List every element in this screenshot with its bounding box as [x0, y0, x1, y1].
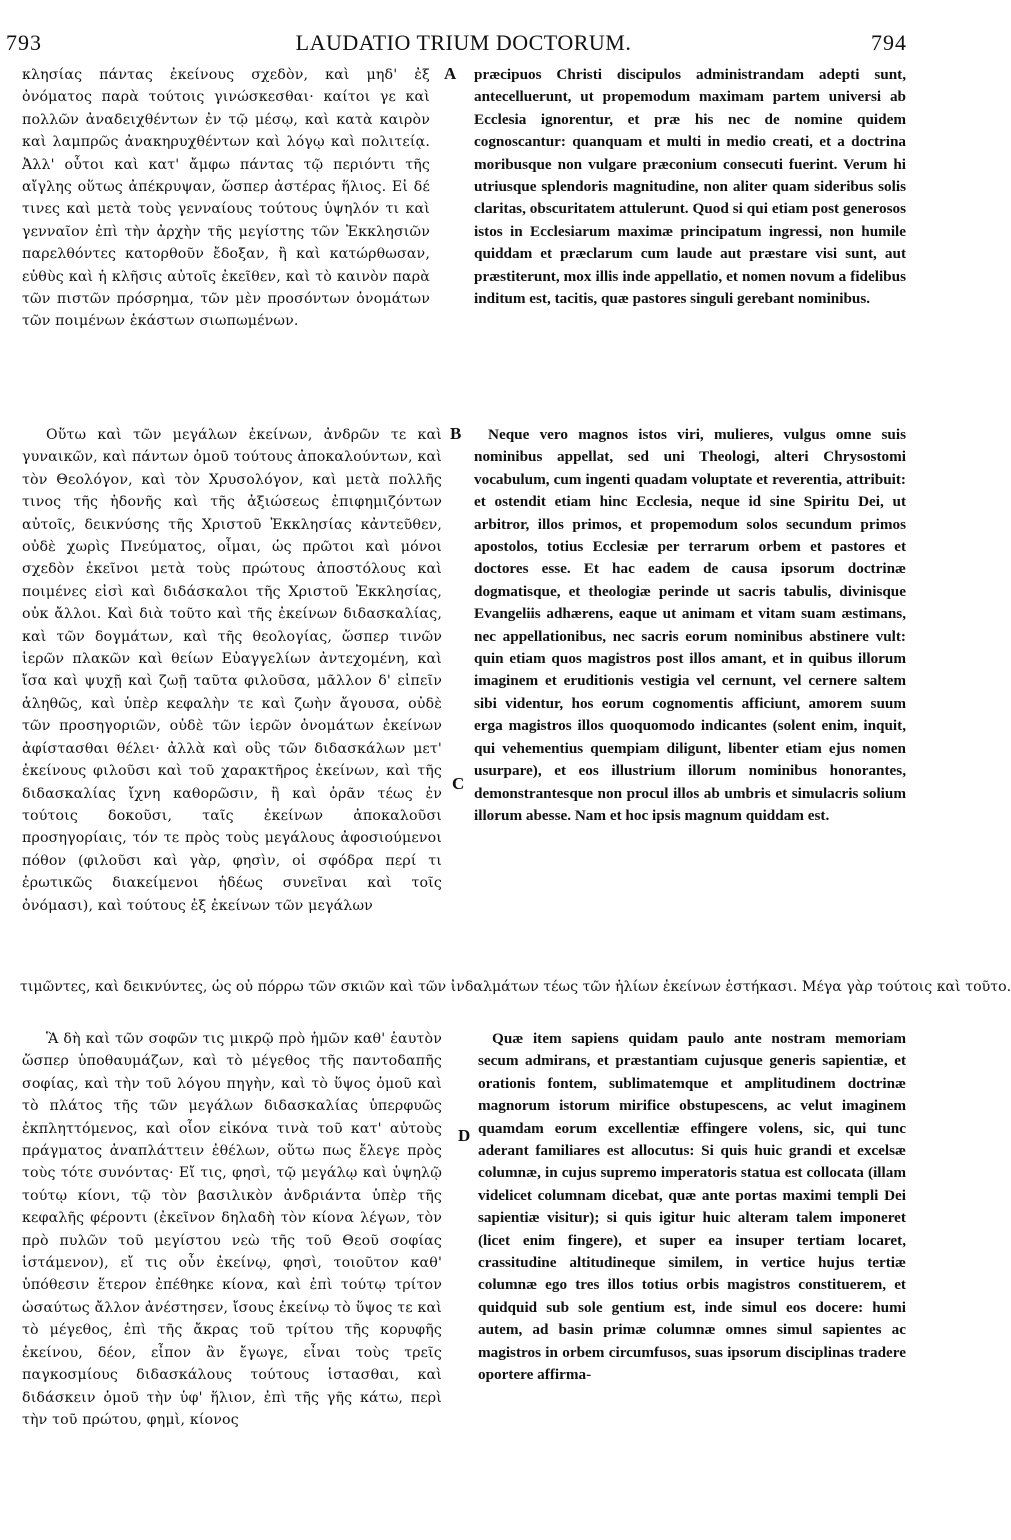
page-number-left: 793 [6, 30, 42, 55]
greek-bridge-line: τιμῶντες, καὶ δεικνύντες, ὡς οὐ πόρρω τῶν σκιῶν καὶ τῶν ἰνδαλμάτων τέως τῶν ἡλίων ἐκείνων ἑστήκασι. Μέγα γὰρ τούτοις καὶ τοῦτο. [20, 979, 1011, 995]
page-header [0, 30, 927, 60]
greek-paragraph-1: κλησίας πάντας ἐκείνους σχεδὸν, καὶ μηδ' ἐξ ὀνόματος παρὰ τούτοις γινώσκεσθαι· καίτοι γε καὶ πολλῶν ἀναδειχθέντων ἐν τῷ μέσῳ, καὶ κατὰ καιρὸν καὶ λαμπρῶς ἀνακηρυχθέντων καὶ λόγῳ καὶ πολιτείᾳ. Ἀλλ' οὗτοι καὶ κατ' ἄμφω πάντας τῷ περιόντι τῆς αἴγλης οὕτως ἀπέκρυψαν, ὥσπερ ἀστέρας ἥλιος. Εἰ δέ τινες καὶ μετὰ τοὺς γενναίους τούτους ὑψηλόν τι καὶ γενναῖον ἐπὶ τὴν ἀρχὴν τῆς μεγίστης τῶν Ἐκκλησιῶν παρελθόντες κατορθοῦν ἔδοξαν, ἢ καὶ κατώρθωσαν, εὐθὺς καὶ ἡ κλῆσις αὐτοῖς ἐκεῖθεν, καὶ τὸ καινὸν παρὰ τῶν πιστῶν πρόσρημα, τῶν μὲν προσόντων ὀνομάτων τῶν ποιμένων ἑκάστων σιωπωμένων. [22, 67, 430, 330]
greek-column-section-a [22, 64, 430, 376]
greek-paragraph-2: Οὕτω καὶ τῶν μεγάλων ἐκείνων, ἀνδρῶν τε καὶ γυναικῶν, καὶ πάντων ὁμοῦ τούτους ἀποκαλούντων, καὶ τὸν Θεολόγον, καὶ τὸν Χρυσολόγον, καὶ μετὰ πολλῆς τινος τῆς ἡδονῆς καὶ τῆς ἀξιώσεως ἐπιφημιζόντων αὐτοῖς, δεικνύσης τῆς Χριστοῦ Ἐκκλησίας κἀντεῦθεν, οὐδὲ χωρὶς Πνεύματος, οἶμαι, ὡς πρῶτοι καὶ μόνοι σχεδὸν ἐκεῖνοι μετὰ τοὺς πρώτους ἀποστόλους καὶ ποιμένες εἰσὶ καὶ διδάσκαλοι τῆς Χριστοῦ Ἐκκλησίας, οὐκ ἄλλοι. Καὶ διὰ τοῦτο καὶ τῆς ἐκείνων διδασκαλίας, καὶ τῶν δογμάτων, καὶ τῆς θεολογίας, ὥσπερ τινῶν ἱερῶν πλακῶν καὶ θείων Εὐαγγελίων ἀντεχομένη, καὶ ἴσα καὶ ψυχῇ καὶ ζωῇ ταῦτα φιλοῦσα, μᾶλλον δ' εἰπεῖν ἀληθῶς, καὶ ὑπὲρ κεφαλὴν τε καὶ ζωὴν ἄγουσα, οὐδὲ τῶν προσηγοριῶν, οὐδὲ τῶν ἱερῶν ὀνομάτων ἐκείνων ἀφίστασθαι θέλει· ἀλλὰ καὶ οὓς τῶν διδασκάλων μετ' ἐκείνους φιλοῦσι καὶ τοῦ χαρακτῆρος ἐκείνων, καὶ τῆς διδασκαλίας ἴχνη καθορῶσιν, ἢ καὶ ὁρᾶν τέως ἐν τούτοις δοκοῦσι, ταῖς ἐκείνων ἀποκαλοῦσι προσηγορίαις, τόν τε πρὸς τοὺς μεγάλους ἀφοσιούμενοι πόθον (φιλοῦσι καὶ γὰρ, φησὶν, οἱ σφόδρα περί τι ἐρωτικῶς διακείμενοι ἡδέως συνεῖναι καὶ τοῖς ὀνόμασι), καὶ τούτους ἐξ ἐκείνων τῶν μεγάλων [22, 427, 442, 914]
section-marker-d: D [458, 1126, 471, 1145]
running-title: LAUDATIO TRIUM DOCTORUM. [295, 30, 632, 55]
latin-paragraph-2: Neque vero magnos istos viri, mulieres, vulgus omne suis nominibus appellat, sed uni Theologi, alteri Chrysostomi vocabulum, cum ingenti quadam voluptate et reverentia, attribuit: et ostendit etiam hinc Ecclesia, neque id sine Spiritu Dei, ut arbitror, illos primos, et propemodum solos secundum primos apostolos, totius Ecclesiæ per terrarum orbem et pastores et doctores esse. Et hac eadem de causa ipsorum doctrinæ dogmatisque, et theologiæ perinde ut sacris tabulis, divinisque Evangeliis adhærens, eaque ut animam et vitam suam æstimans, nec appellationibus, nec sacris eorum nominibus abstinere vult: quin etiam quos magistros post illos amant, et in quibus illorum imaginem et eruditionis vestigia vel cernunt, vel cernere saltem sibi videntur, hos eorum cognomentis afficiunt, amorem suum erga magistros illos quoquomodo indicantes (solent enim, inquit, qui vehementius quempiam diligunt, libenter etiam ejus nomen usurpare), et eos illustrium illorum nominibus honorantes, demonstrantesque non procul illos ab umbris et simulacris solium illorum abesse. Nam et hoc ipsis magnum quiddam est. [474, 426, 906, 824]
greek-column-section-d [22, 1028, 442, 1528]
section-marker-a: A [444, 64, 457, 83]
section-marker-b: B [450, 424, 462, 443]
greek-column-section-b [22, 424, 442, 972]
latin-column-section-b [474, 424, 906, 972]
latin-paragraph-1: præcipuos Christi discipulos administrandam adepti sunt, antecelluerunt, ut propemodum maximam partem universi ab Ecclesia ignorentur, et præ his nec de nomine quidem cognoscantur: quanquam et multi in medio creati, et a doctrina moribusque non vulgare præconium consecuti fuerint. Verum hi utriusque splendoris magnitudine, non aliter quam sideribus solis claritas, obscuritatem attulerunt. Quod si qui etiam post generosos istos in Ecclesiarum maximæ principatum ingressi, non humile quiddam et præclarum cum laude aut præstare visi sunt, aut præstiterunt, mox illis inde appellatio, et nomen novum a fidelibus inditum est, tacitis, quæ pastores singuli gerebant nominibus. [474, 66, 906, 308]
section-marker-c: C [452, 774, 465, 793]
greek-paragraph-3: Ἃ δὴ καὶ τῶν σοφῶν τις μικρῷ πρὸ ἡμῶν καθ' ἑαυτὸν ὥσπερ ὑποθαυμάζων, καὶ τὸ μέγεθος τῆς παντοδαπῆς σοφίας, καὶ τὴν τοῦ λόγου πηγὴν, καὶ τὸ ὕψος ὁμοῦ καὶ τὸ πλάτος τῆς τῶν μεγάλων διδασκαλίας ὑπερφυῶς ἐκπληττόμενος, καὶ οἷον εἰκόνα τινὰ τοῦ κατ' αὐτοὺς πράγματος ἀναπλάττειν ἐθέλων, οὕτω πως ἔλεγε πρὸς τοὺς τότε συνόντας· Εἴ τις, φησὶ, τῷ μεγάλῳ καὶ ὑψηλῷ τούτῳ κίονι, τῷ τὸν βασιλικὸν ἀνδριάντα ὑπὲρ τῆς κεφαλῆς φέροντι (ἐκεῖνον δηλαδὴ τὸν κίονα λέγων, τὸν πρὸ πυλῶν τοῦ μεγίστου νεὼ τῆς τοῦ Θεοῦ σοφίας ἱστάμενον), εἴ τις οὖν ἐκείνῳ, φησὶ, τοιοῦτον καθ' ὑπόθεσιν ἕτερον ἐπέθηκε κίονα, καὶ ἐπὶ τούτῳ τρίτον ὡσαύτως ἄλλον ἀνέστησεν, ἴσους ἐκείνῳ τὸ ὕψος τε καὶ τὸ μέγεθος, ἐπὶ τῆς ἄκρας τοῦ τρίτου τῆς κορυφῆς ἐκείνου, δέον, εἶπον ἂν ἔγωγε, εἶναι τοὺς τρεῖς παγκοσμίους διδασκάλους τούτους ἱστασθαι, καὶ διδάσκειν ὁμοῦ τὴν ὑφ' ἥλιον, ἐπὶ τῆς γῆς κάτω, περὶ τὴν τοῦ πρώτου, φημὶ, κίονος [22, 1031, 442, 1428]
latin-column-section-a [474, 64, 906, 420]
latin-column-section-d [478, 1028, 906, 1528]
latin-paragraph-3: Quæ item sapiens quidam paulo ante nostram memoriam secum admirans, et præstantiam cujusque generis sapientiæ, et orationis fontem, sublimatemque et amplitudinem doctrinæ magnorum istorum mirifice obstupescens, ac velut imaginem quamdam eorum excellentiæ effingere volens, sic, qui tunc aderant familiares est allocutus: Si quis huic grandi et excelsæ columnæ, in cujus supremo imperatoris statua est collocata (illam videlicet columnam dicebat, quæ ante portas maximi templi Dei sapientiæ visitur); si quis igitur huic alteram talem imponeret (licet enim fingere), et super ea insuper tertiam locaret, crassitudine altitudineque similem, in vertice hujus tertiæ columnæ ego tres illos totius orbis magistros constituerem, et quidquid sub sole gentium est, inde simul eos docere: humi autem, ad basin primæ columnæ omnes simul sapientes ac magistros in orbem circumfusos, suas ipsorum disciplinas tradere oportere affirma- [478, 1030, 906, 1384]
page-number-right: 794 [871, 30, 907, 55]
